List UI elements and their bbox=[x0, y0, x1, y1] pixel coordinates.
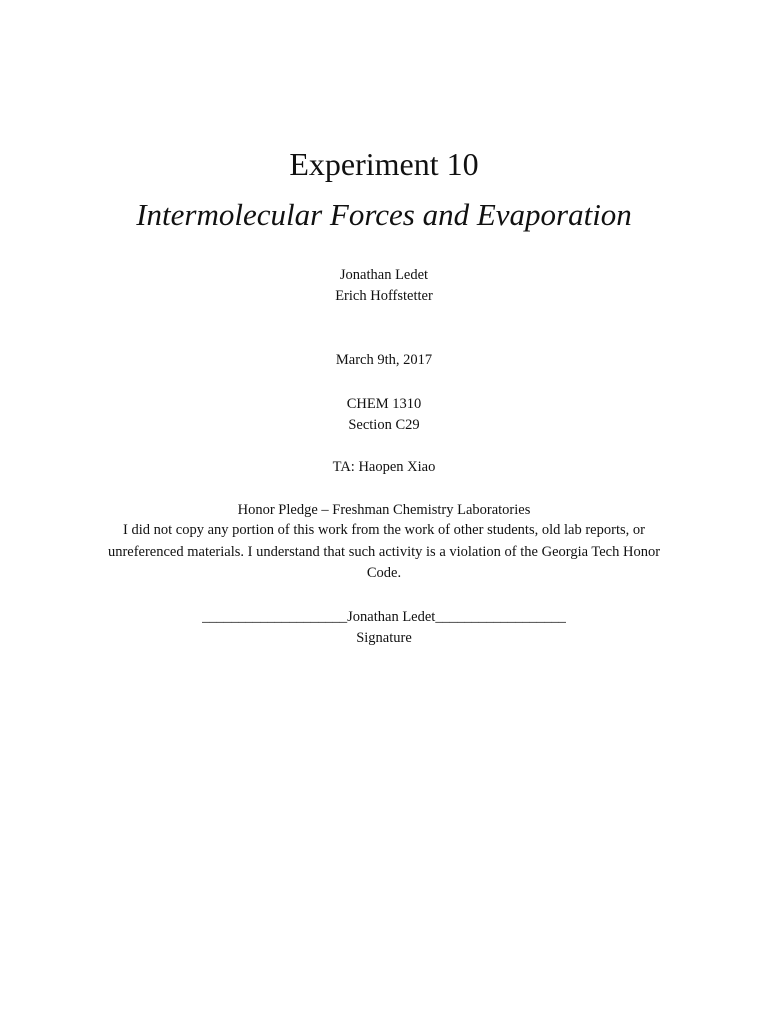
honor-pledge-body: I did not copy any portion of this work from the work of other students, old lab reports, or unreferenced materials. I understand that such activity is a violation of the Georgia Tech Honor Code. bbox=[107, 522, 661, 581]
report-date: March 9th, 2017 bbox=[335, 352, 433, 368]
honor-pledge-heading: Honor Pledge – Freshman Chemistry Laboratories bbox=[237, 502, 531, 518]
teaching-assistant: TA: Haopen Xiao bbox=[332, 459, 436, 475]
course-section: Section C29 bbox=[348, 417, 420, 433]
course-number: CHEM 1310 bbox=[346, 396, 422, 412]
signature-label: Signature bbox=[356, 630, 412, 646]
author-1: Jonathan Ledet bbox=[339, 267, 429, 283]
experiment-title: Experiment 10 bbox=[289, 146, 479, 182]
signature-line: ____________________Jonathan Ledet__________________ bbox=[202, 609, 566, 625]
experiment-subtitle: Intermolecular Forces and Evaporation bbox=[136, 197, 632, 232]
author-2: Erich Hoffstetter bbox=[335, 288, 433, 304]
